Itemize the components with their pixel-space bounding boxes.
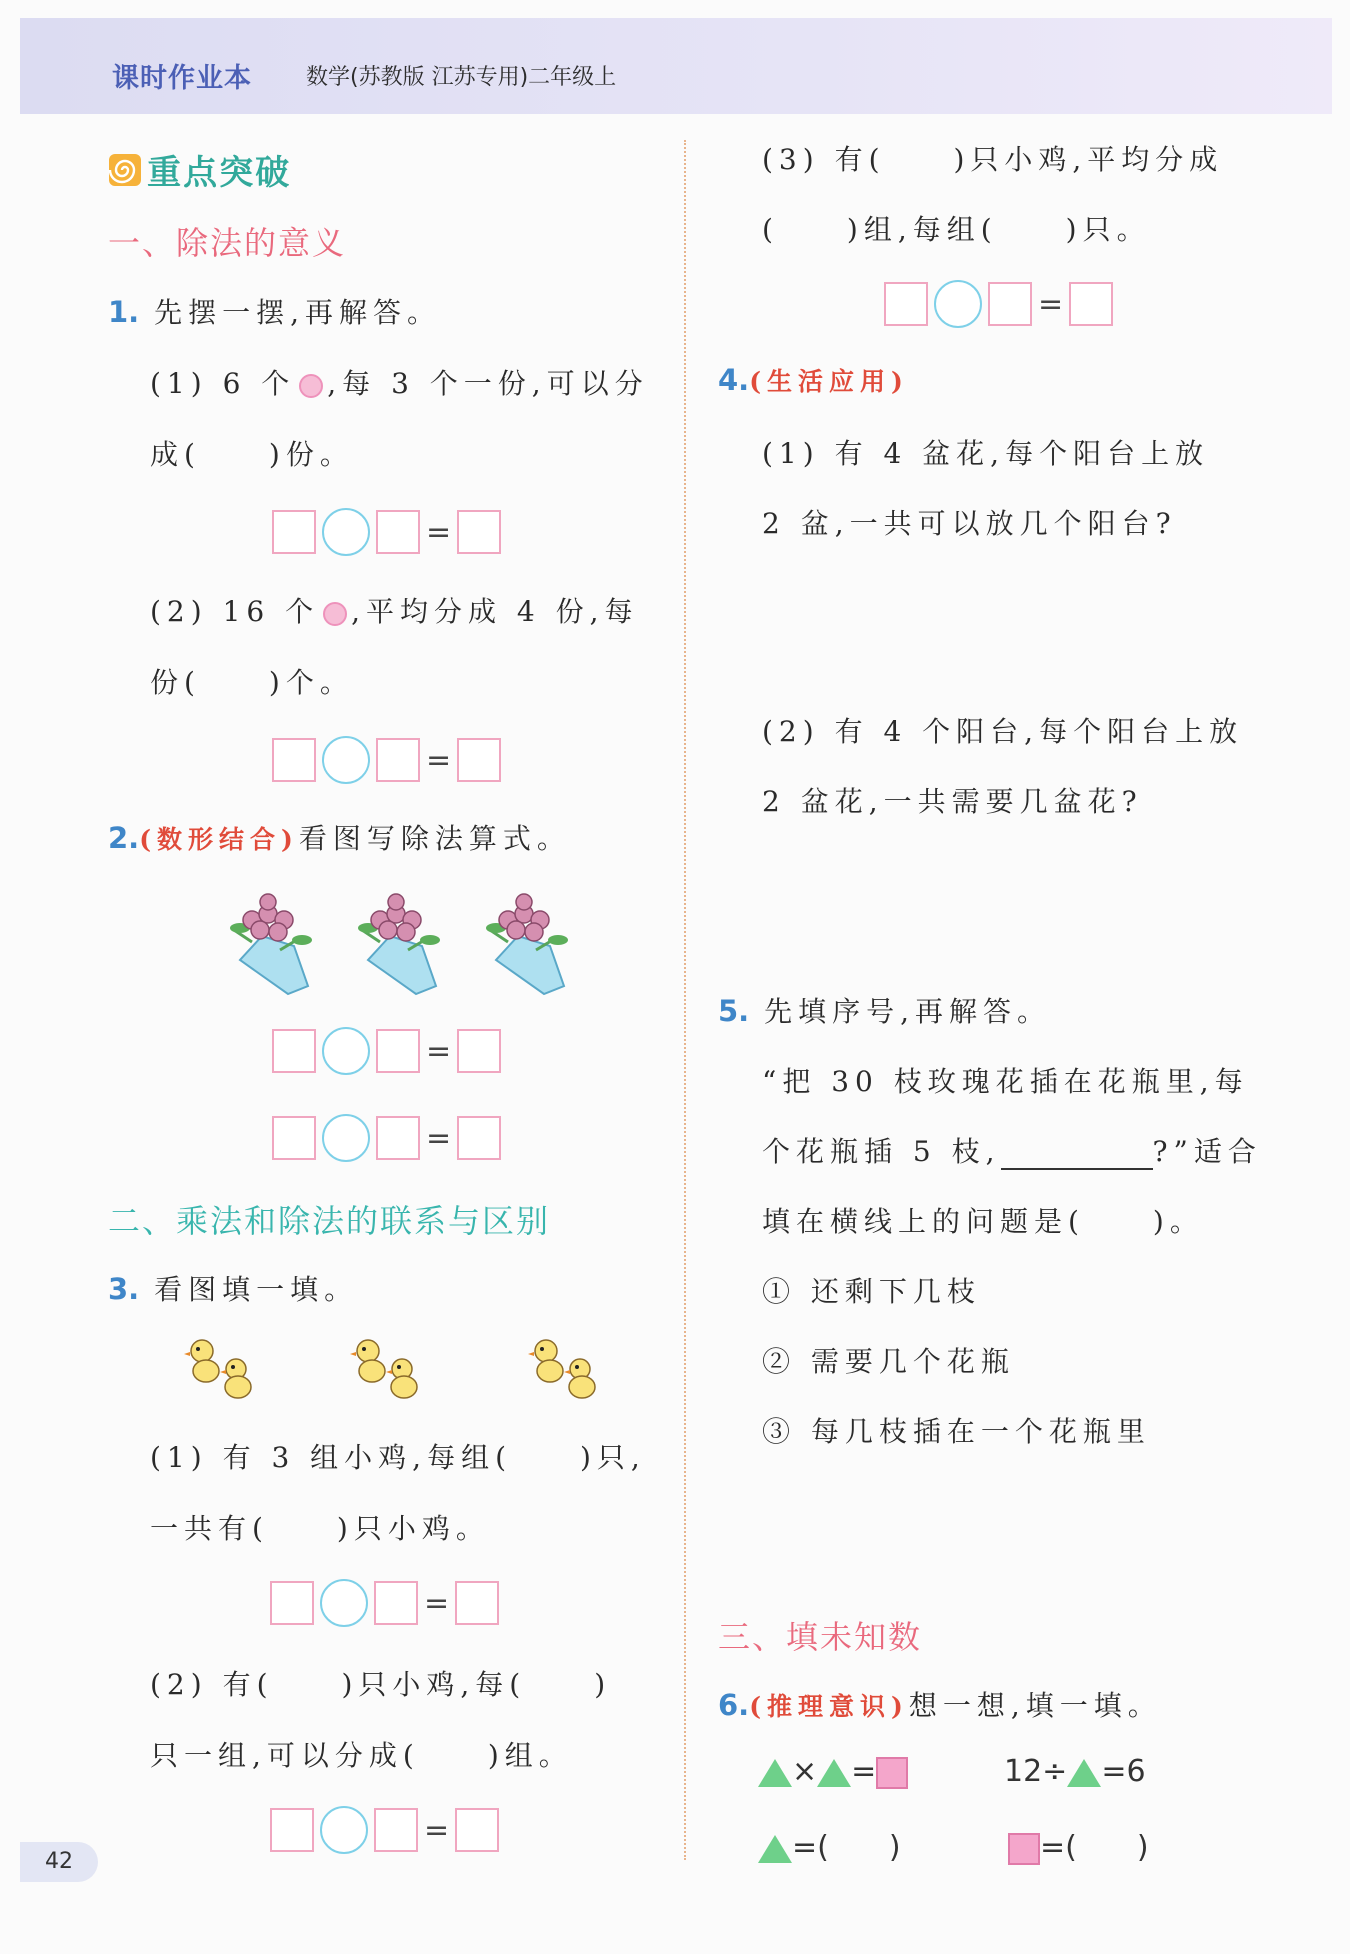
answer-box[interactable] (884, 282, 928, 326)
operator-circle[interactable] (322, 508, 370, 556)
q1-p2-c: 份( )个。 (150, 666, 354, 699)
flower-bouquet-icon (486, 894, 568, 994)
q5-number: 5. (718, 994, 750, 1028)
equals-sign: = (426, 1033, 452, 1069)
answer-blank: =( ) (1040, 1830, 1149, 1865)
pink-counter-icon (299, 374, 323, 398)
q1-p1-a: (1) 6 个 (150, 367, 296, 400)
operator-circle[interactable] (320, 1806, 368, 1854)
pink-square-icon (876, 1757, 908, 1789)
q1-part1-line1 (150, 362, 649, 402)
q3-number: 3. (108, 1272, 140, 1306)
operator-circle[interactable] (934, 280, 982, 328)
bouquet-group (222, 890, 582, 1000)
answer-box[interactable] (272, 1116, 316, 1160)
pink-counter-icon (323, 602, 347, 626)
answer-box[interactable] (988, 282, 1032, 326)
equals-sign: = (424, 1812, 450, 1848)
q6-triangle-answer[interactable] (758, 1822, 901, 1866)
q5-l2-a: 个花瓶插 5 枝, (762, 1135, 1001, 1168)
q5-l2-b: ?”适合 (1152, 1135, 1262, 1168)
green-triangle-icon (758, 1759, 792, 1787)
q4-p2-b: 2 盆花,一共需要几盆花? (762, 785, 1143, 818)
q5-line1: “把 30 枝玫瑰花插在花瓶里,每 (762, 1065, 1249, 1098)
answer-box[interactable] (272, 738, 316, 782)
q1-text: 先摆一摆,再解答。 (154, 296, 442, 329)
flower-bouquet-icon (358, 894, 440, 994)
header-title: 课时作业本 (112, 63, 252, 94)
q1-part2-line1 (150, 590, 639, 630)
q1-number: 1. (108, 295, 140, 329)
q6-text: 想一想,填一填。 (908, 1689, 1162, 1722)
q1-p2-b: ,平均分成 4 份,每 (351, 595, 639, 628)
green-triangle-icon (758, 1835, 792, 1863)
chick-pair-icon (528, 1340, 595, 1398)
q4-p1-b: 2 盆,一共可以放几个阳台? (762, 507, 1177, 540)
column-divider (684, 140, 686, 1860)
q4-p2-a: (2) 有 4 个阳台,每个阳台上放 (762, 715, 1244, 748)
equals-sign: = (424, 1585, 450, 1621)
q4-number: 4. (718, 363, 750, 397)
q1-p2-a: (2) 16 个 (150, 595, 320, 628)
q3-p1-a: (1) 有 3 组小鸡,每组( )只, (150, 1441, 646, 1474)
section1-title: 一、除法的意义 (108, 224, 347, 262)
q6-tag: (推理意识) (749, 1692, 909, 1721)
equals-sign: = (426, 742, 452, 778)
equation-q3-2 (270, 1806, 499, 1854)
result-box[interactable] (455, 1581, 499, 1625)
times-sign: × (792, 1754, 818, 1789)
focus-swirl-icon (108, 153, 142, 187)
q2-text: 看图写除法算式。 (298, 822, 571, 855)
q5-text: 先填序号,再解答。 (764, 995, 1052, 1028)
q5-option-3: ③ 每几枝插在一个花瓶里 (762, 1415, 1151, 1448)
q5-heading (718, 990, 1051, 1030)
q4-tag: (生活应用) (749, 367, 909, 396)
focus-heading (108, 145, 291, 194)
equals-sign: = (1038, 286, 1064, 322)
flower-bouquet-icon (230, 894, 312, 994)
answer-box[interactable] (376, 738, 420, 782)
q6-square-answer[interactable] (1008, 1822, 1149, 1866)
answer-box[interactable] (374, 1581, 418, 1625)
q3-p2-b: 只一组,可以分成( )组。 (150, 1739, 573, 1772)
q3-p3-a: (3) 有( )只小鸡,平均分成 (762, 143, 1224, 176)
answer-box[interactable] (272, 1029, 316, 1073)
q2-heading (108, 817, 571, 857)
result-box[interactable] (455, 1808, 499, 1852)
equals-sign: = (426, 514, 452, 550)
operator-circle[interactable] (322, 736, 370, 784)
answer-box[interactable] (376, 1029, 420, 1073)
answer-box[interactable] (376, 510, 420, 554)
result-box[interactable] (1069, 282, 1113, 326)
green-triangle-icon (817, 1759, 851, 1787)
header-subtitle: 数学(苏教版 江苏专用)二年级上 (306, 65, 617, 90)
q5-option-2: ② 需要几个花瓶 (762, 1345, 1015, 1378)
q4-p1-a: (1) 有 4 盆花,每个阳台上放 (762, 437, 1210, 470)
answer-box[interactable] (270, 1808, 314, 1852)
answer-blank: =( ) (792, 1830, 901, 1865)
q6-heading (718, 1684, 1162, 1724)
q6-eq2-a: 12÷ (1004, 1754, 1068, 1789)
q3-p2-a: (2) 有( )只小鸡,每( ) (150, 1668, 612, 1701)
answer-box[interactable] (376, 1116, 420, 1160)
equation-q3-3 (884, 280, 1113, 328)
q6-equation-2 (1004, 1754, 1146, 1789)
chick-pair-icon (350, 1340, 417, 1398)
q3-heading (108, 1268, 358, 1308)
operator-circle[interactable] (322, 1114, 370, 1162)
green-triangle-icon (1067, 1759, 1101, 1787)
chick-group (180, 1335, 620, 1407)
q5-line2 (762, 1130, 1262, 1170)
q1-p1-b: ,每 3 个一份,可以分 (327, 367, 649, 400)
q2-number: 2. (108, 821, 140, 855)
pink-square-icon (1008, 1833, 1040, 1865)
q1-p1-c: 成( )份。 (150, 438, 354, 471)
result-box[interactable] (457, 1029, 501, 1073)
q1-heading (108, 291, 441, 331)
equation-q2-1 (272, 1027, 501, 1075)
q6-number: 6. (718, 1688, 750, 1722)
q6-equation-1 (758, 1754, 908, 1789)
equation-q3-1 (270, 1579, 499, 1627)
q5-line3: 填在横线上的问题是( )。 (762, 1205, 1204, 1238)
result-box[interactable] (457, 738, 501, 782)
equation-q1-2 (272, 736, 501, 784)
q3-text: 看图填一填。 (154, 1273, 359, 1306)
q2-tag: (数形结合) (139, 825, 299, 854)
question-blank-line[interactable] (1001, 1140, 1153, 1170)
result-box[interactable] (457, 510, 501, 554)
q6-eq2-b: =6 (1101, 1754, 1146, 1789)
q3-p1-b: 一共有( )只小鸡。 (150, 1512, 490, 1545)
operator-circle[interactable] (322, 1027, 370, 1075)
section2-title: 二、乘法和除法的联系与区别 (108, 1202, 551, 1240)
answer-box[interactable] (272, 510, 316, 554)
equals-sign: = (426, 1120, 452, 1156)
equation-q1-1 (272, 508, 501, 556)
page-number: 42 (20, 1842, 98, 1882)
equals-sign: = (851, 1754, 877, 1789)
result-box[interactable] (457, 1116, 501, 1160)
chick-pair-icon (184, 1340, 251, 1398)
q4-heading (718, 362, 909, 398)
q5-option-1: ① 还剩下几枝 (762, 1275, 981, 1308)
answer-box[interactable] (270, 1581, 314, 1625)
q3-p3-b: ( )组,每组( )只。 (762, 213, 1151, 246)
equation-q2-2 (272, 1114, 501, 1162)
section3-title: 三、填未知数 (718, 1618, 923, 1656)
operator-circle[interactable] (320, 1579, 368, 1627)
focus-title: 重点突破 (147, 153, 292, 193)
answer-box[interactable] (374, 1808, 418, 1852)
